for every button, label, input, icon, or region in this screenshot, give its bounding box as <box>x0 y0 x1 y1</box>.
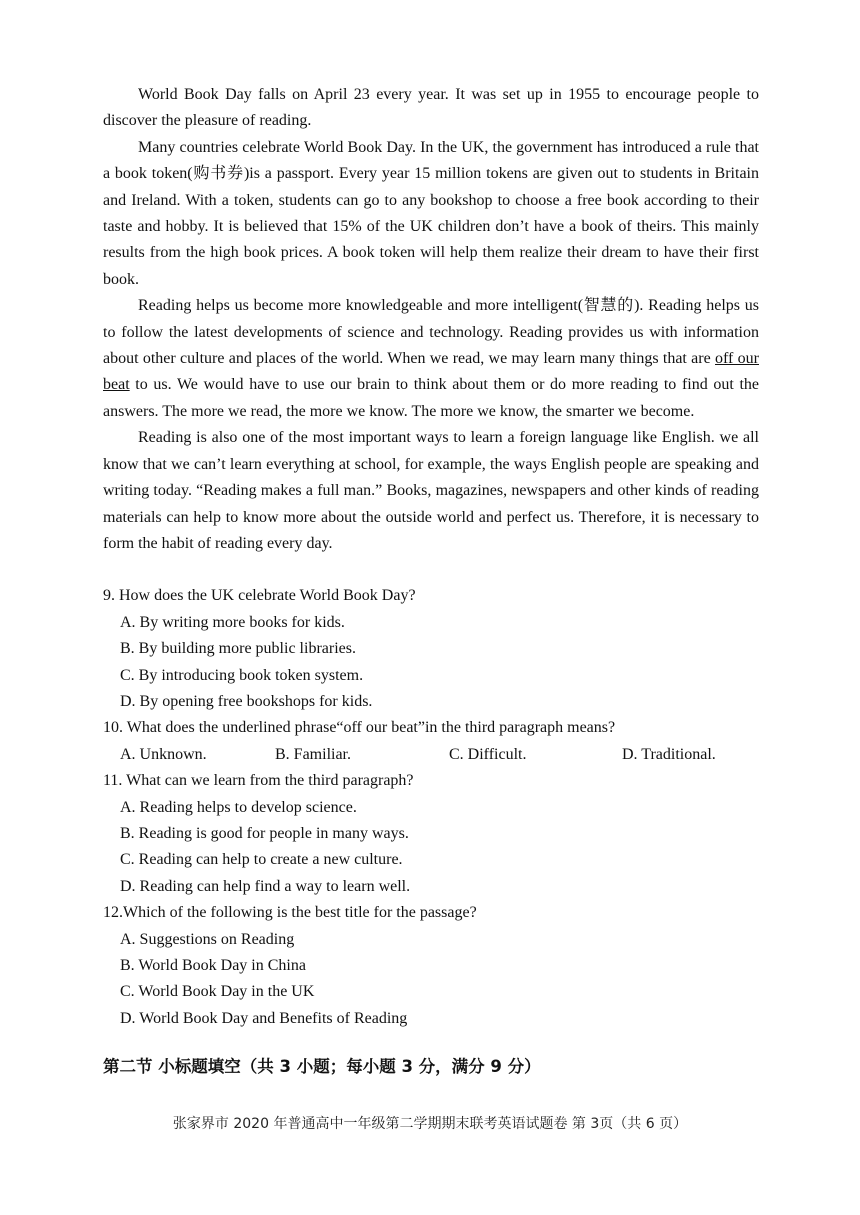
option-b: B. Reading is good for people in many ways. <box>120 824 409 842</box>
option-a: A. By writing more books for kids. <box>120 613 345 631</box>
option-b: B. World Book Day in China <box>120 956 306 974</box>
options-row <box>103 742 759 768</box>
paragraph-3-text-before: Reading helps us become more knowledgeable and more intelligent(智慧的). Reading helps us to follow the latest developments of science and technology. Reading provides us with information about other culture and places of the world. When we read, we may learn many things that are <box>103 297 759 368</box>
option-d: D. Traditional. <box>622 745 716 763</box>
question-12 <box>103 900 759 1032</box>
option-b: B. By building more public libraries. <box>120 640 356 658</box>
question-stem: 10. What does the underlined phrase“off our beat”in the third paragraph means? <box>103 719 616 737</box>
passage-paragraph-3 <box>103 293 759 425</box>
question-stem: 12.Which of the following is the best title for the passage? <box>103 904 477 922</box>
spacer <box>103 557 759 583</box>
question-stem: 11. What can we learn from the third paragraph? <box>103 772 414 790</box>
passage-paragraph-2: Many countries celebrate World Book Day. In the UK, the government has introduced a rule that a book token(购书券)is a passport. Every year 15 million tokens are given out to students in Britain and Ireland. With a token, students can go to any bookshop to choose a free book according to their taste and hobby. It is believed that 15% of the UK children don’t have a book of theirs. This mainly results from the high book prices. A book token will help them realize their dream to have their first book. <box>103 138 759 288</box>
option-a: A. Unknown. <box>120 745 207 763</box>
underlined-phrase: off our beat <box>103 350 759 394</box>
question-10 <box>103 715 759 768</box>
option-d: D. Reading can help find a way to learn well. <box>120 877 411 895</box>
option-d: D. By opening free bookshops for kids. <box>120 692 373 710</box>
option-b: B. Familiar. <box>275 745 351 763</box>
option-c: C. Reading can help to create a new culture. <box>120 851 403 869</box>
passage-paragraph-4: Reading is also one of the most important ways to learn a foreign language like English. we all know that we can’t learn everything at school, for example, the ways English people are speaking and writing today. “Reading makes a full man.” Books, magazines, newspapers and other kinds of reading materials can help to know more about the outside world and perfect us. Therefore, it is necessary to form the habit of reading every day. <box>103 429 759 552</box>
option-c: C. By introducing book token system. <box>120 666 364 684</box>
question-stem: 9. How does the UK celebrate World Book Day? <box>103 587 416 605</box>
paragraph-3-text-after: to us. We would have to use our brain to think about them or do more reading to find out the answers. The more we read, the more we know. The more we know, the smarter we become. <box>103 376 759 420</box>
page-footer: 张家界市 2020 年普通高中一年级第二学期期末联考英语试题卷 第 3页（共 6 页） <box>172 1116 688 1132</box>
question-11 <box>103 768 759 900</box>
passage-paragraph-1: World Book Day falls on April 23 every year. It was set up in 1955 to encourage people to discover the pleasure of reading. <box>103 86 759 130</box>
document-page <box>103 82 759 1080</box>
option-a: A. Suggestions on Reading <box>120 930 295 948</box>
option-c: C. World Book Day in the UK <box>120 983 315 1001</box>
option-d: D. World Book Day and Benefits of Reading <box>120 1009 408 1027</box>
question-9 <box>103 583 759 715</box>
option-a: A. Reading helps to develop science. <box>120 798 357 816</box>
section-heading: 第二节 小标题填空（共 3 小题；每小题 3 分，满分 9 分） <box>103 1057 541 1077</box>
option-c: C. Difficult. <box>449 745 527 763</box>
